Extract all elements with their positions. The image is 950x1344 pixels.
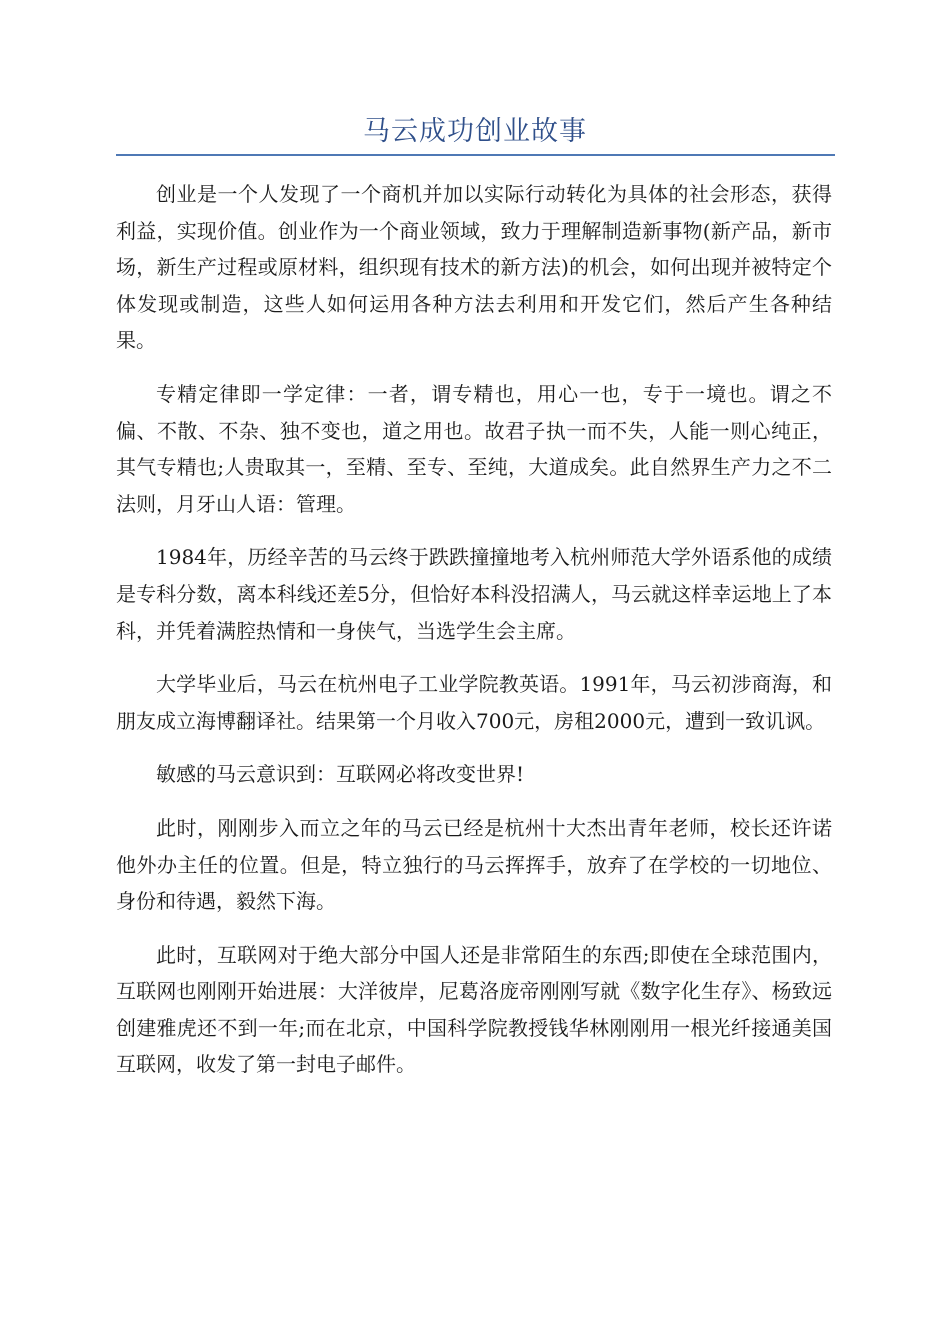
paragraph-1: 创业是一个人发现了一个商机并加以实际行动转化为具体的社会形态，获得利益，实现价值。创业作为一个商业领域，致力于理解制造新事物(新产品，新市场，新生产过程或原材料，组织现有技术的新方法)的机会，如何出现并被特定个体发现或制造，这些人如何运用各种方法去利用和开发它们，然后产生各种结果。 (116, 182, 832, 353)
document-body (116, 176, 832, 1100)
title-underline (116, 154, 835, 156)
paragraph-2: 专精定律即一学定律：一者，谓专精也，用心一也，专于一境也。谓之不偏、不散、不杂、独不变也，道之用也。故君子执一而不失，人能一则心纯正，其气专精也;人贵取其一，至精、至专、至纯，大道成矣。此自然界生产力之不二法则，月牙山人语：管理。 (116, 381, 832, 516)
paragraph-4: 大学毕业后，马云在杭州电子工业学院教英语。1991年，马云初涉商海，和朋友成立海博翻译社。结果第一个月收入700元，房租2000元，遭到一致讥讽。 (116, 672, 832, 733)
paragraph-3: 1984年，历经辛苦的马云终于跌跌撞撞地考入杭州师范大学外语系他的成绩是专科分数，离本科线还差5分，但恰好本科没招满人，马云就这样幸运地上了本科，并凭着满腔热情和一身侠气，当选学生会主席。 (116, 545, 832, 643)
paragraph-7: 此时，互联网对于绝大部分中国人还是非常陌生的东西;即使在全球范围内，互联网也刚刚开始进展：大洋彼岸，尼葛洛庞帝刚刚写就《数字化生存》、杨致远创建雅虎还不到一年;而在北京，中国科学院教授钱华林刚刚用一根光纤接通美国互联网，收发了第一封电子邮件。 (116, 942, 832, 1077)
paragraph-6: 此时，刚刚步入而立之年的马云已经是杭州十大杰出青年老师，校长还许诺他外办主任的位置。但是，特立独行的马云挥挥手，放弃了在学校的一切地位、身份和待遇，毅然下海。 (116, 815, 832, 914)
document-title: 马云成功创业故事 (363, 116, 587, 147)
paragraph-5: 敏感的马云意识到：互联网必将改变世界! (156, 762, 525, 787)
